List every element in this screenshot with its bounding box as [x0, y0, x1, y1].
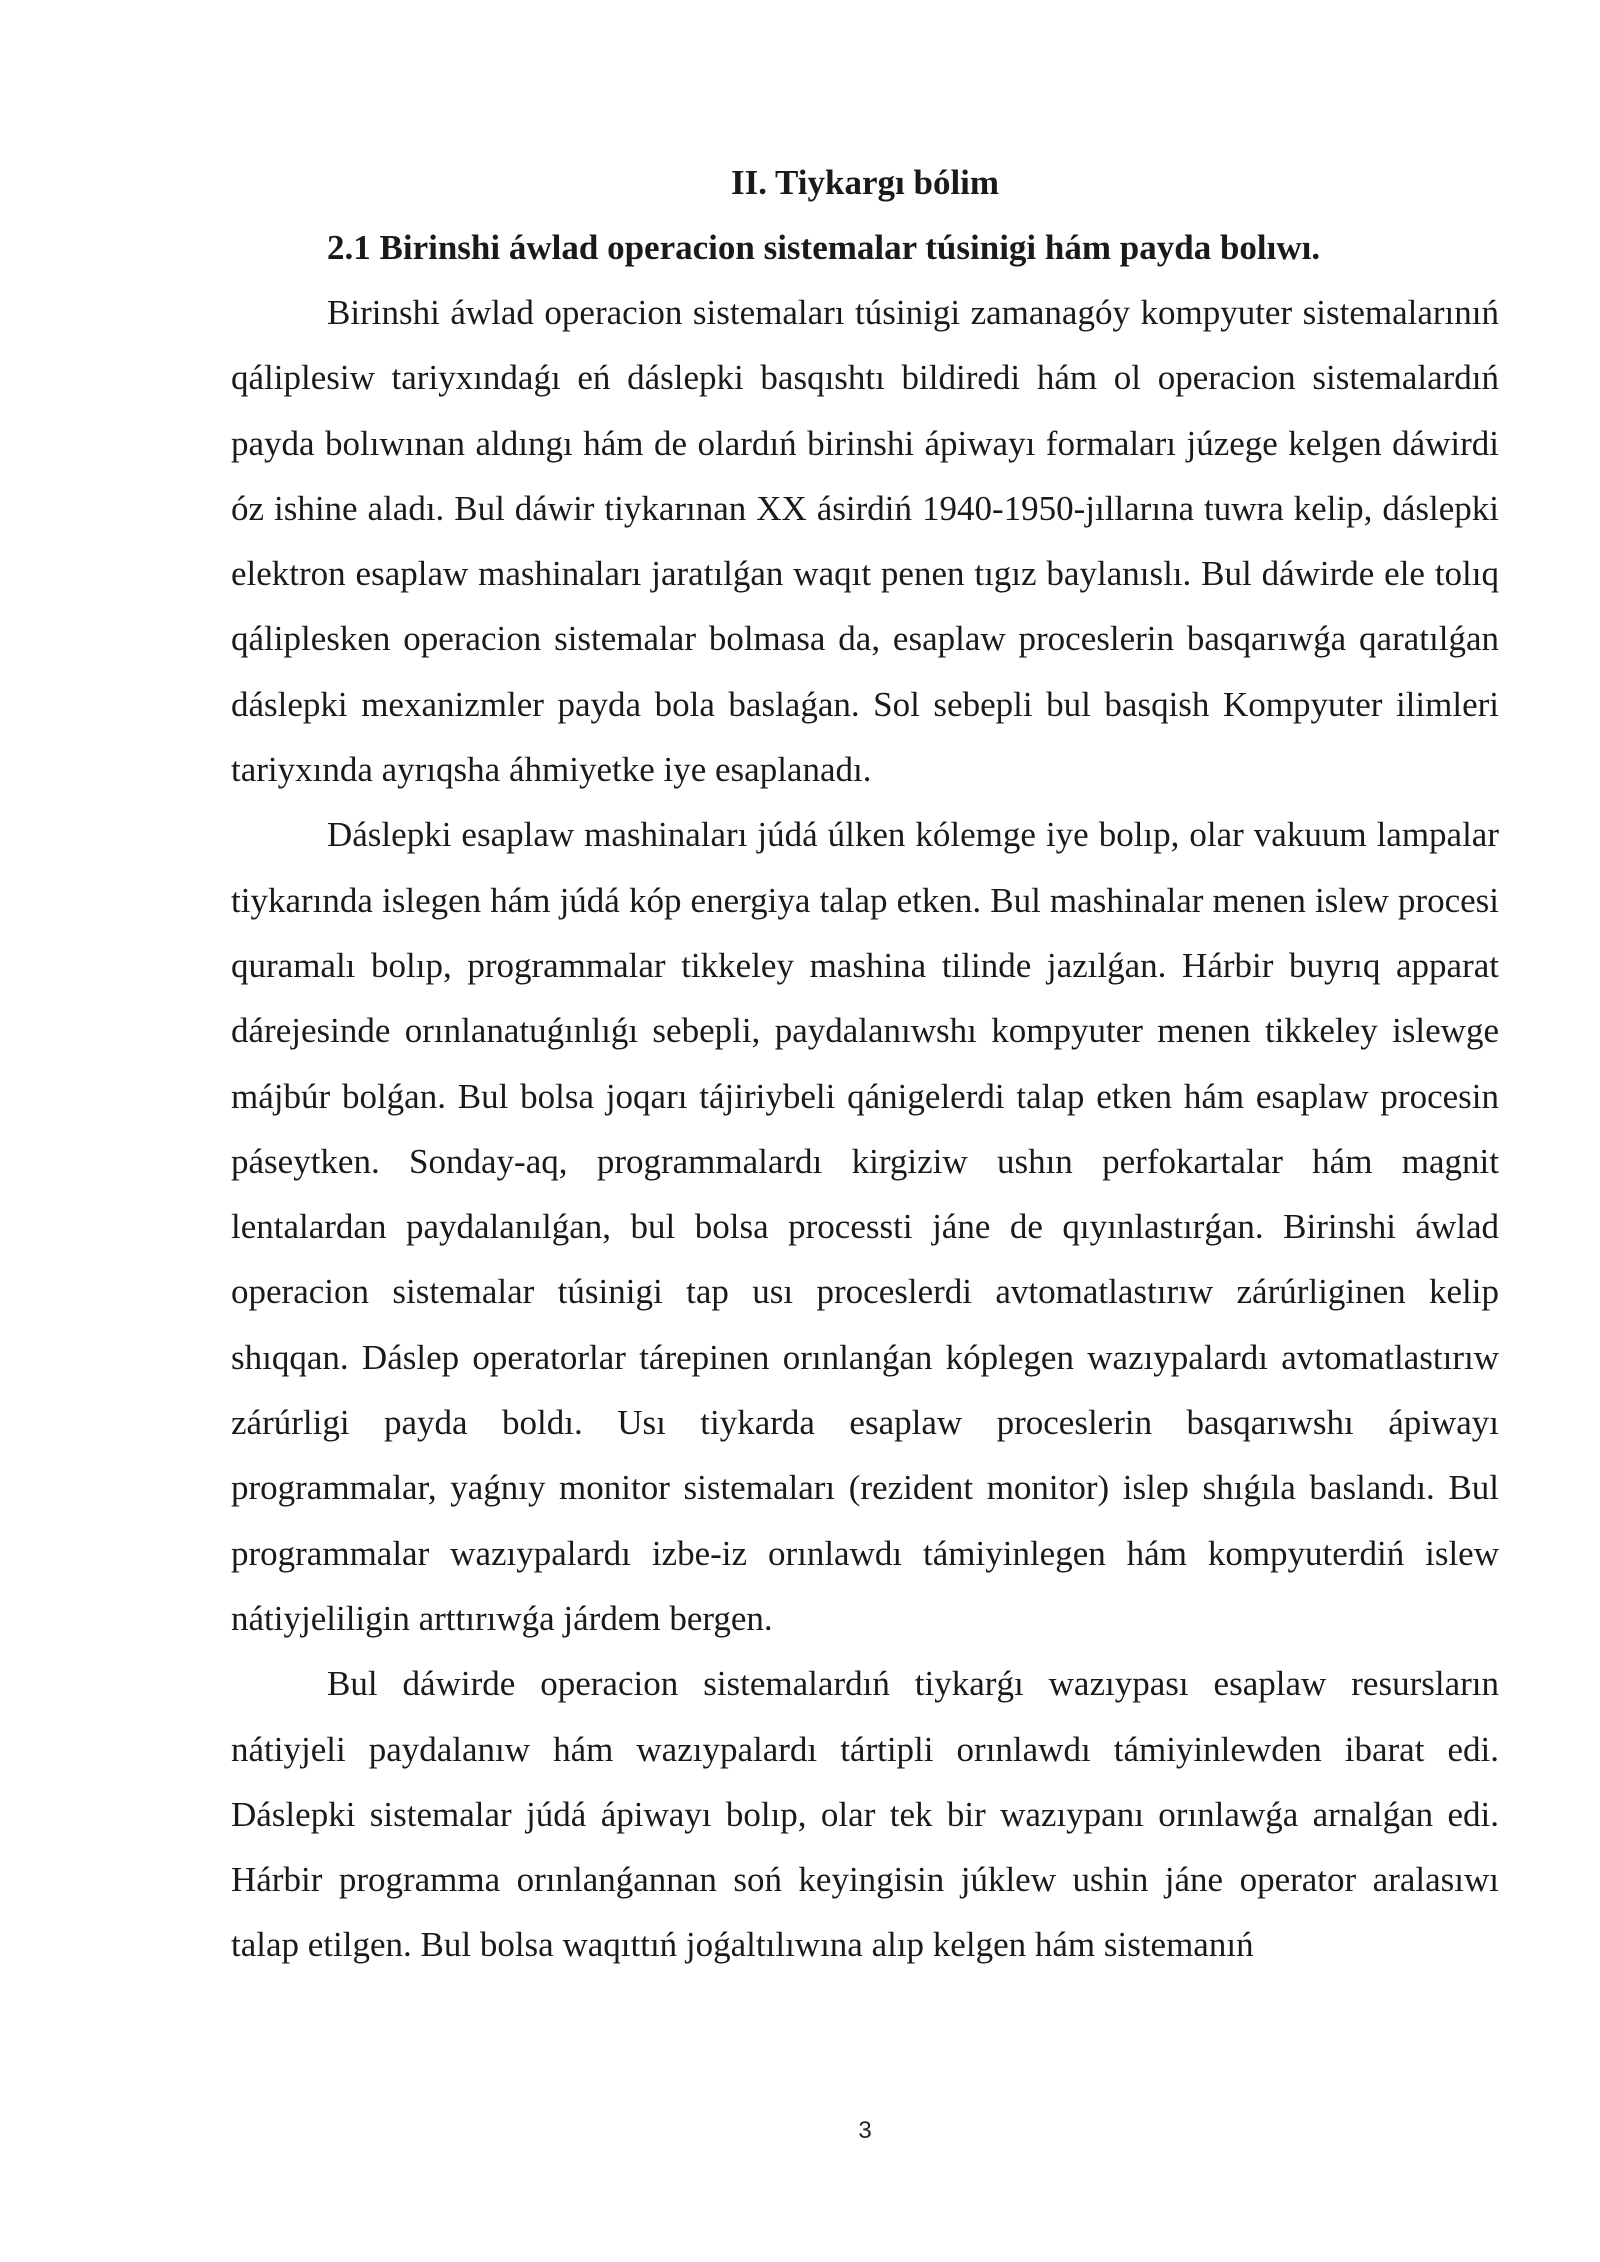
chapter-title: II. Tiykargı bólim [730, 163, 1000, 202]
paragraph: Bul dáwirde operacion sistemalardıń tiykarǵı wazıypası esaplaw resursların nátiyjeli paydalanıw hám wazıypalardı tártipli orınlawdı támiyinlewden ibarat edi. Dáslepki sistemalar júdá ápiwayı bolıp, olar tek bir wazıypanı orınlawǵa arnalǵan edi. Hárbir programma orınlanǵannan soń keyingisin júklew ushin jáne operator aralasıwı talap etilgen. Bul bolsa waqıttıń joǵaltılıwına alıp kelgen hám sistemanıń [231, 1664, 1499, 1965]
section-title: 2.1 Birinshi áwlad operacion sistemalar túsinigi hám payda bolıwı. [327, 228, 1321, 267]
page-content [231, 150, 1499, 1978]
paragraph: Dáslepki esaplaw mashinaları júdá úlken kólemge iye bolıp, olar vakuum lampalar tiykarında islegen hám júdá kóp energiya talap etken. Bul mashinalar menen islew procesi quramalı bolıp, programmalar tikkeley mashina tilinde jazılǵan. Hárbir buyrıq apparat dárejesinde orınlanatuǵınlıǵı sebepli, paydalanıwshı kompyuter menen tikkeley islewge májbúr bolǵan. Bul bolsa joqarı tájiriybeli qánigelerdi talap etken hám esaplaw procesin páseytken. Sonday-aq, programmalardı kirgiziw ushın perfokartalar hám magnit lentalardan paydalanılǵan, bul bolsa processti jáne de qıyınlastırǵan. Birinshi áwlad operacion sistemalar túsinigi tap usı proceslerdi avtomatlastırıw zárúrliginen kelip shıqqan. Dáslep operatorlar tárepinen orınlanǵan kóplegen wazıypalardı avtomatlastırıw zárúrligi payda boldı. Usı tiykarda esaplaw proceslerin basqarıwshı ápiwayı programmalar, yaǵnıy monitor sistemaları (rezident monitor) islep shıǵıla baslandı. Bul programmalar wazıypalardı izbe-iz orınlawdı támiyinlegen hám kompyuterdiń islew nátiyjeliligin arttırıwǵa járdem bergen. [231, 815, 1499, 1638]
page-number: 3 [858, 2117, 872, 2144]
paragraph: Birinshi áwlad operacion sistemaları túsinigi zamanagóy kompyuter sistemalarınıń qáliplesiw tariyxındaǵı eń dáslepki basqıshtı bildiredi hám ol operacion sistemalardıń payda bolıwınan aldıngı hám de olardıń birinshi ápiwayı formaları júzege kelgen dáwirdi óz ishine aladı. Bul dáwir tiykarınan XX ásirdiń 1940-1950-jıllarına tuwra kelip, dáslepki elektron esaplaw mashinaları jaratılǵan waqıt penen tıgız baylanıslı. Bul dáwirde ele tolıq qáliplesken operacion sistemalar bolmasa da, esaplaw proceslerin basqarıwǵa qaratılǵan dáslepki mexanizmler payda bola baslaǵan. Sol sebepli bul basqish Kompyuter ilimleri tariyxında ayrıqsha áhmiyetke iye esaplanadı. [231, 293, 1499, 790]
